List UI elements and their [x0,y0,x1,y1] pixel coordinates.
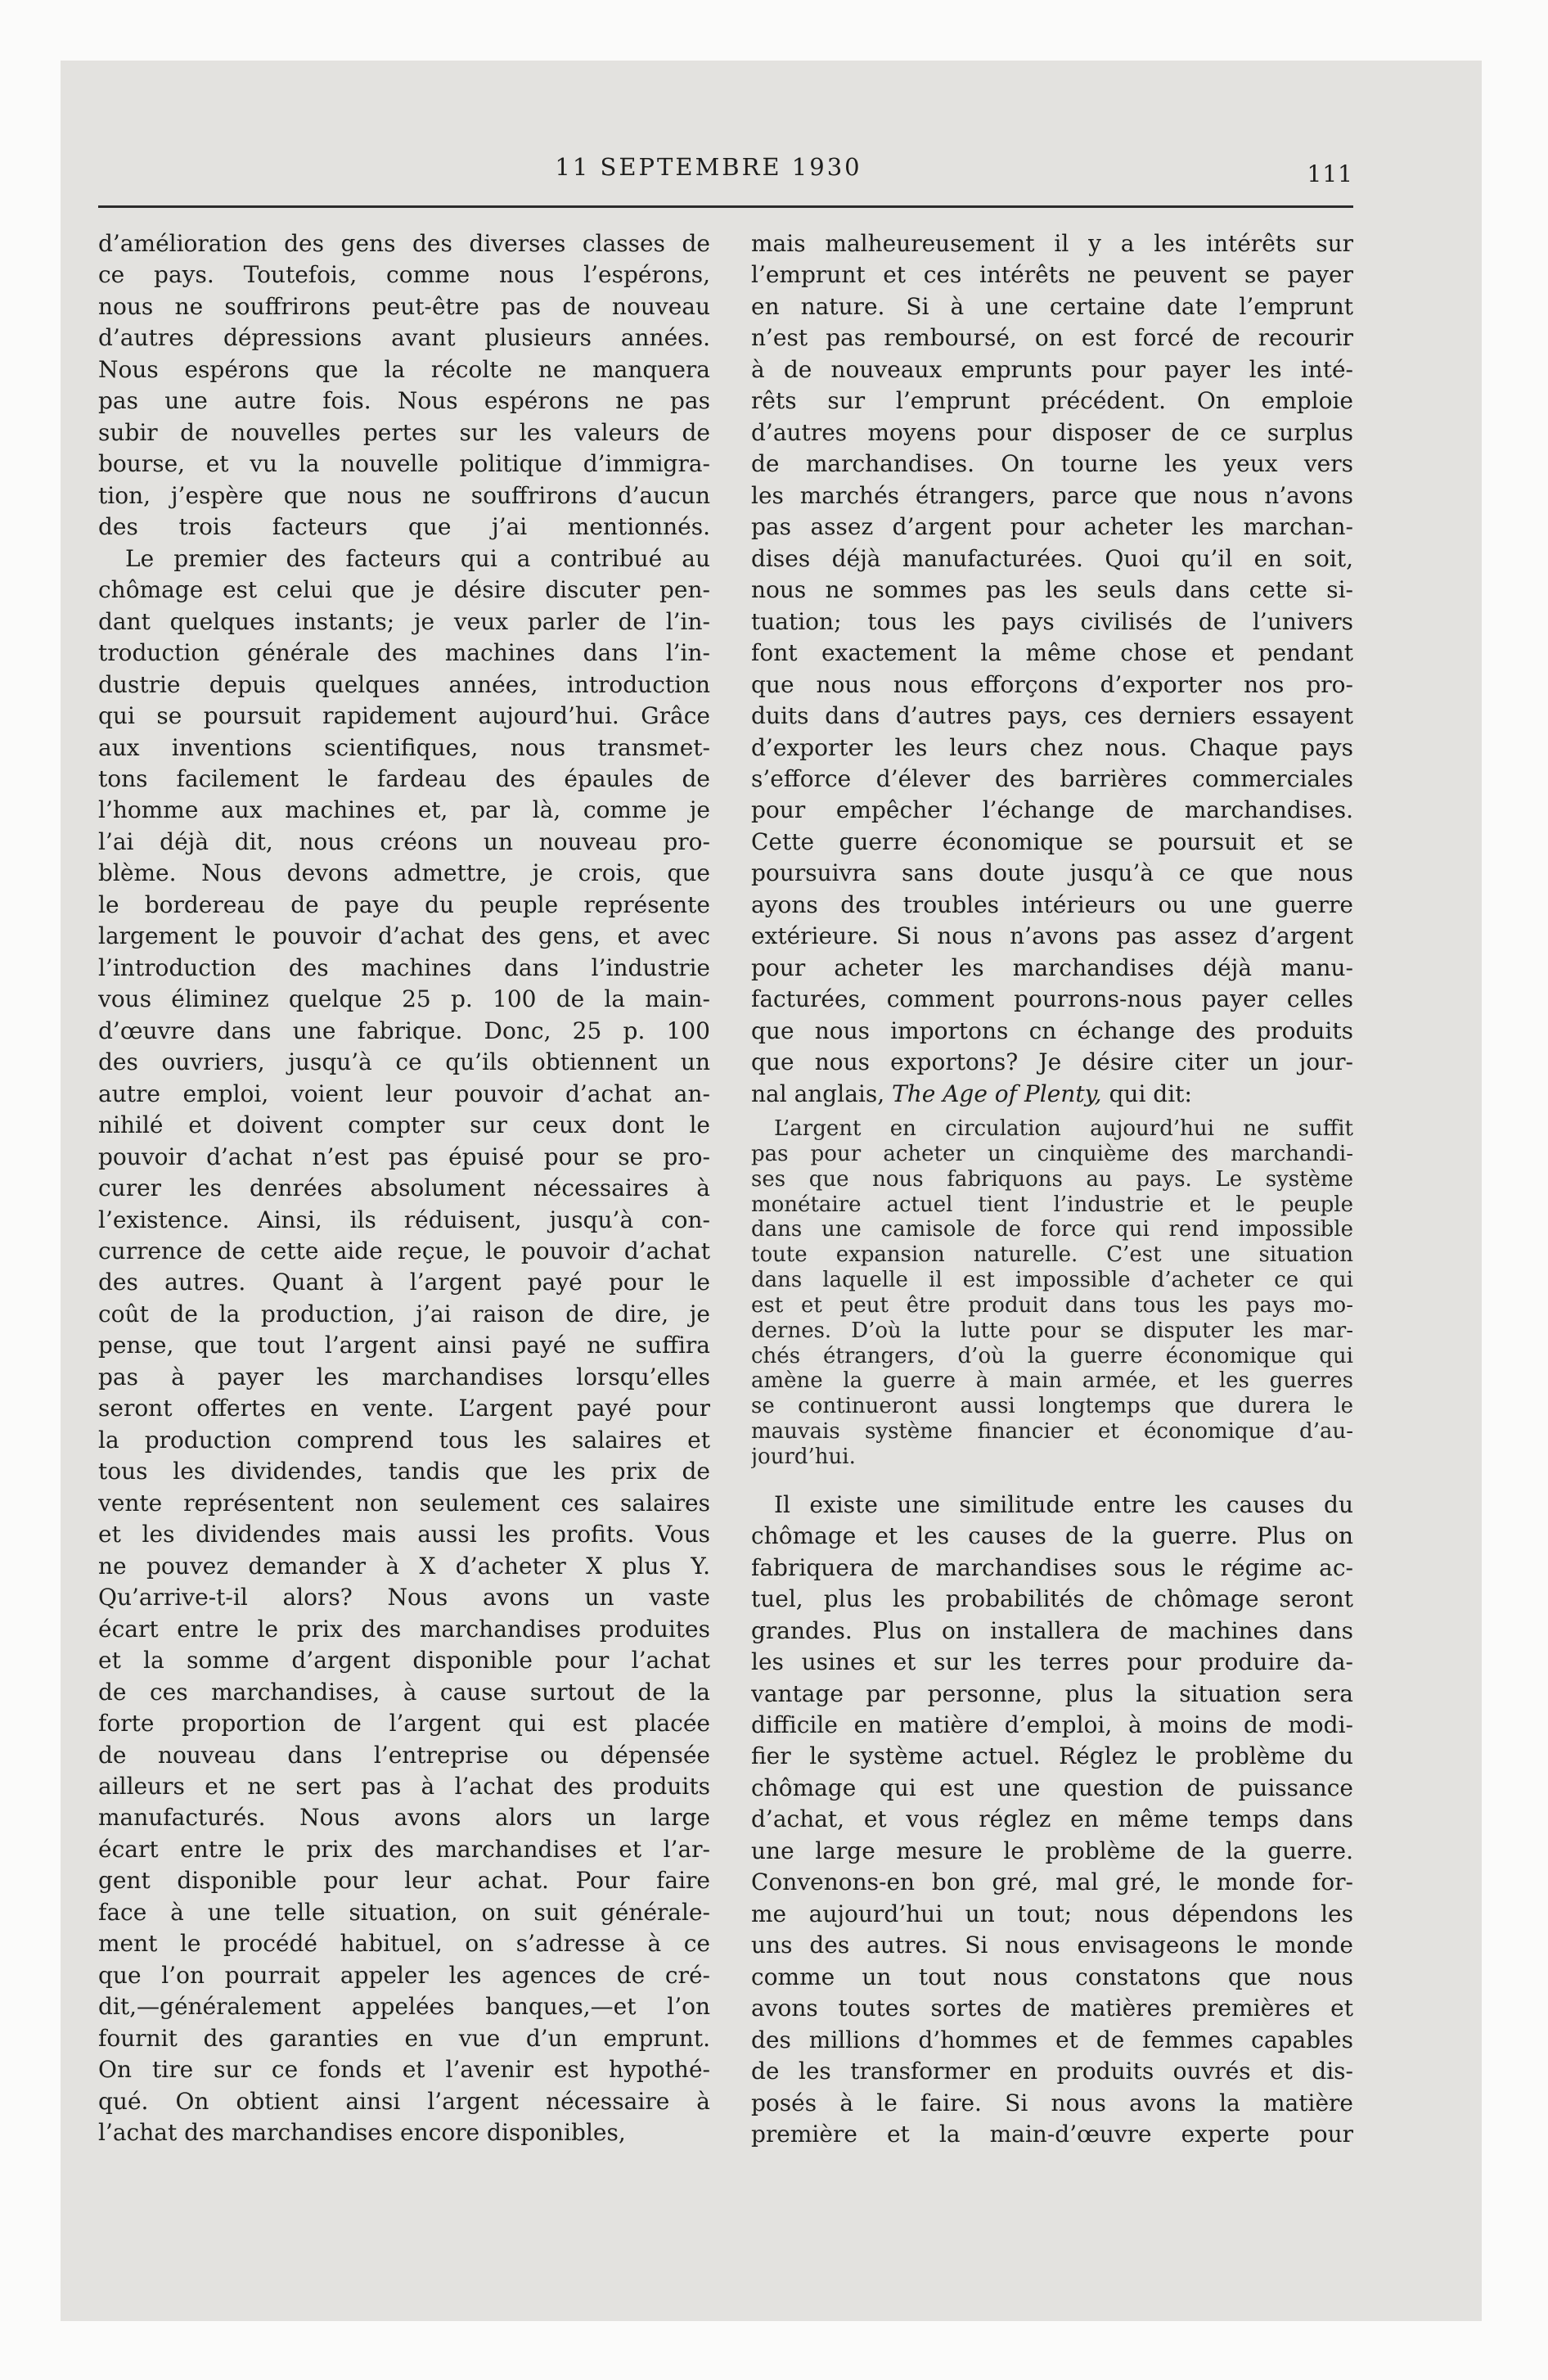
text-line: monétaire actuel tient l’industrie et le peuple [751,1192,1353,1217]
text-line: Cette guerre économique se poursuit et se [751,827,1353,855]
text-line: tuel, plus les probabilités de chômage seront [751,1585,1353,1613]
running-head-date: 11 SEPTEMBRE 1930 [555,153,862,181]
text-line: grandes. Plus on installera de machines dans [751,1616,1353,1644]
text-segment: nal anglais, [751,1080,893,1107]
italic-title: The Age of Plenty, [892,1080,1102,1107]
block-quotation [751,1116,1353,1470]
right-column [751,228,1353,2151]
text-line: vantage par personne, plus la situation sera [751,1679,1353,1707]
text-line: des autres. Quant à l’argent payé pour le [98,1269,710,1296]
text-line: l’emprunt et ces intérêts ne peuvent se payer [751,261,1353,289]
text-line: chômage qui est une question de puissance [751,1774,1353,1801]
text-line: chômage est celui que je désire discuter pen- [98,576,710,604]
text-line: pas une autre fois. Nous espérons ne pas [98,387,710,415]
text-line: currence de cette aide reçue, le pouvoir d’achat [98,1237,710,1264]
paragraph-continued [751,228,1353,1110]
text-line: vous éliminez quelque 25 p. 100 de la main- [98,985,710,1013]
text-line: dans laquelle il est impossible d’acheter ce qui [751,1268,1353,1293]
text-line: que l’on pourrait appeler les agences de cré- [98,1961,710,1989]
text-line: vente représentent non seulement ces salaires [98,1489,710,1517]
text-line: que nous nous efforçons d’exporter nos pro- [751,670,1353,698]
text-line: l’existence. Ainsi, ils réduisent, jusqu’à con- [98,1206,710,1233]
text-line: dant quelques instants; je veux parler de l’in- [98,607,710,635]
text-line: Convenons-en bon gré, mal gré, le monde for- [751,1868,1353,1896]
text-line: dernes. D’où la lutte pour se disputer les mar- [751,1318,1353,1343]
text-line: en nature. Si à une certaine date l’emprunt [751,292,1353,320]
text-line: posés à le faire. Si nous avons la matière [751,2089,1353,2116]
text-line: pas à payer les marchandises lorsqu’elles [98,1363,710,1391]
text-line: s’efforce d’élever des barrières commerciales [751,764,1353,792]
text-line: blème. Nous devons admettre, je crois, que [98,859,710,887]
text-line: que nous importons cn échange des produits [751,1016,1353,1044]
text-line: d’amélioration des gens des diverses classes de [98,230,710,257]
text-line: de marchandises. On tourne les yeux vers [751,450,1353,478]
text-line: à de nouveaux emprunts pour payer les inté- [751,355,1353,383]
text-line: ailleurs et ne sert pas à l’achat des produits [98,1772,710,1800]
text-line: mauvais système financier et économique d’au- [751,1419,1353,1445]
page-number: 111 [1307,160,1353,187]
text-line: toute expansion naturelle. C’est une situation [751,1242,1353,1268]
text-line: Nous espérons que la récolte ne manquera [98,355,710,383]
text-line: d’achat, et vous réglez en même temps dans [751,1805,1353,1833]
text-line: se continueront aussi longtemps que durera le [751,1394,1353,1419]
text-line: de ces marchandises, à cause surtout de la [98,1678,710,1706]
text-line: pouvoir d’achat n’est pas épuisé pour se pro- [98,1143,710,1170]
text-line: l’achat des marchandises encore disponibles, [98,2119,626,2147]
text-line: aux inventions scientifiques, nous transmet- [98,733,710,761]
text-line: pas assez d’argent pour acheter les marchan- [751,513,1353,541]
text-line: mais malheureusement il y a les intérêts sur [751,230,1353,257]
text-line: ses que nous fabriquons au pays. Le système [751,1166,1353,1192]
text-line: de nouveau dans l’entreprise ou dépensée [98,1741,710,1769]
text-line: gent disponible pour leur achat. Pour faire [98,1867,710,1895]
text-line: d’exporter les leurs chez nous. Chaque pays [751,733,1353,761]
text-line: troduction générale des machines dans l’in- [98,639,710,667]
text-line: qui se poursuit rapidement aujourd’hui. Grâce [98,702,710,730]
text-line: ce pays. Toutefois, comme nous l’espérons, [98,261,710,289]
text-line: l’introduction des machines dans l’industrie [98,953,710,981]
paragraph-continued [98,228,710,543]
text-line: subir de nouvelles pertes sur les valeurs de [98,418,710,446]
paragraph [98,543,710,2149]
text-line: dises déjà manufacturées. Quoi qu’il en soit, [751,544,1353,572]
document-page [61,61,1482,2321]
text-line: ne pouvez demander à X d’acheter X plus Y. [98,1552,710,1580]
text-line: fournit des garanties en vue d’un emprunt. [98,2024,710,2052]
text-line: dit,—généralement appelées banques,—et l’on [98,1993,710,2021]
text-line: première et la main-d’œuvre experte pour [751,2121,1353,2148]
text-line: tons facilement le fardeau des épaules de [98,764,710,792]
text-line: largement le pouvoir d’achat des gens, et avec [98,922,710,950]
text-line: bourse, et vu la nouvelle politique d’immigra- [98,450,710,478]
text-line: et les dividendes mais aussi les profits. Vous [98,1521,710,1548]
text-line: chés étrangers, d’où la guerre économique qui [751,1343,1353,1368]
text-line: difficile en matière d’emploi, à moins de modi- [751,1711,1353,1738]
text-line: de les transformer en produits ouvrés et dis- [751,2058,1353,2085]
text-segment: qui dit: [1101,1080,1192,1107]
text-line: font exactement la même chose et pendant [751,639,1353,667]
text-line: pour acheter les marchandises déjà manu- [751,953,1353,981]
text-line: autre emploi, voient leur pouvoir d’achat an- [98,1080,710,1107]
text-line: est et peut être produit dans tous les pays mo- [751,1292,1353,1318]
text-line: tous les dividendes, tandis que les prix de [98,1458,710,1485]
text-line: amène la guerre à main armée, et les guerres [751,1368,1353,1394]
text-line: des ouvriers, jusqu’à ce qu’ils obtiennent un [98,1048,710,1076]
left-column [98,228,710,2149]
text-line: le bordereau de paye du peuple représente [98,890,710,918]
text-line: uns des autres. Si nous envisageons le monde [751,1931,1353,1959]
text-line: l’homme aux machines et, par là, comme je [98,796,710,824]
text-line: la production comprend tous les salaires et [98,1426,710,1454]
text-line: duits dans d’autres pays, ces derniers essayent [751,702,1353,730]
text-line: les marchés étrangers, parce que nous n’avons [751,481,1353,509]
text-line: seront offertes en vente. L’argent payé pour [98,1395,710,1422]
text-line: pense, que tout l’argent ainsi payé ne suffira [98,1332,710,1359]
text-line: tuation; tous les pays civilisés de l’univers [751,607,1353,635]
text-line: jourd’hui. [751,1444,856,1469]
text-line: L’argent en circulation aujourd’hui ne suffit [774,1116,1353,1142]
text-line: écart entre le prix des marchandises produites [98,1615,710,1643]
text-line: d’autres moyens pour disposer de ce surplus [751,418,1353,446]
text-line: nihilé et doivent compter sur ceux dont le [98,1111,710,1139]
text-line: dans une camisole de force qui rend impossible [751,1217,1353,1242]
text-line: les usines et sur les terres pour produire da- [751,1648,1353,1676]
text-line: forte proportion de l’argent qui est placée [98,1710,710,1738]
text-line: curer les denrées absolument nécessaires à [98,1174,710,1202]
text-line: n’est pas remboursé, on est forcé de recourir [751,324,1353,352]
text-line: pas pour acheter un cinquième des marchandi- [751,1141,1353,1166]
text-line: des millions d’hommes et de femmes capables [751,2026,1353,2053]
text-line: l’ai déjà dit, nous créons un nouveau pro- [98,827,710,855]
text-line [751,1079,1353,1110]
text-line: Qu’arrive-t-il alors? Nous avons un vaste [98,1584,710,1611]
text-line: ayons des troubles intérieurs ou une guerre [751,890,1353,918]
text-line: tion, j’espère que nous ne souffrirons d’aucun [98,481,710,509]
text-line: coût de la production, j’ai raison de dire, je [98,1300,710,1327]
text-line: d’autres dépressions avant plusieurs années. [98,324,710,352]
text-line: me aujourd’hui un tout; nous dépendons les [751,1900,1353,1927]
text-line: comme un tout nous constatons que nous [751,1963,1353,1990]
header-rule [98,205,1353,208]
text-line: nous ne souffrirons peut-être pas de nouveau [98,292,710,320]
text-line: dustrie depuis quelques années, introduction [98,670,710,698]
text-line: On tire sur ce fonds et l’avenir est hypothé- [98,2056,710,2084]
text-line: poursuivra sans doute jusqu’à ce que nous [751,859,1353,887]
text-line: fier le système actuel. Réglez le problème du [751,1742,1353,1770]
text-line: facturées, comment pourrons-nous payer celles [751,985,1353,1013]
text-line: chômage et les causes de la guerre. Plus on [751,1522,1353,1550]
text-line: avons toutes sortes de matières premières et [751,1995,1353,2022]
text-line: que nous exportons? Je désire citer un jour- [751,1048,1353,1076]
text-line: face à une telle situation, on suit générale- [98,1898,710,1926]
text-line: qué. On obtient ainsi l’argent nécessaire à [98,2087,710,2115]
text-line: rêts sur l’emprunt précédent. On emploie [751,387,1353,415]
text-line: extérieure. Si nous n’avons pas assez d’argent [751,922,1353,950]
text-line: pour empêcher l’échange de marchandises. [751,796,1353,824]
text-line: ment le procédé habituel, on s’adresse à ce [98,1930,710,1958]
text-line: Il existe une similitude entre les causes du [774,1490,1353,1518]
text-line: d’œuvre dans une fabrique. Donc, 25 p. 100 [98,1016,710,1044]
text-line: nous ne sommes pas les seuls dans cette si- [751,576,1353,604]
text-line: Le premier des facteurs qui a contribué au [125,544,710,572]
text-line: fabriquera de marchandises sous le régime ac- [751,1553,1353,1581]
text-line: écart entre le prix des marchandises et l’ar- [98,1835,710,1863]
text-line: une large mesure le problème de la guerre. [751,1837,1353,1864]
text-line: et la somme d’argent disponible pour l’achat [98,1647,710,1675]
text-line: manufacturés. Nous avons alors un large [98,1804,710,1832]
text-line: des trois facteurs que j’ai mentionnés. [98,513,710,541]
paragraph [751,1490,1353,2151]
